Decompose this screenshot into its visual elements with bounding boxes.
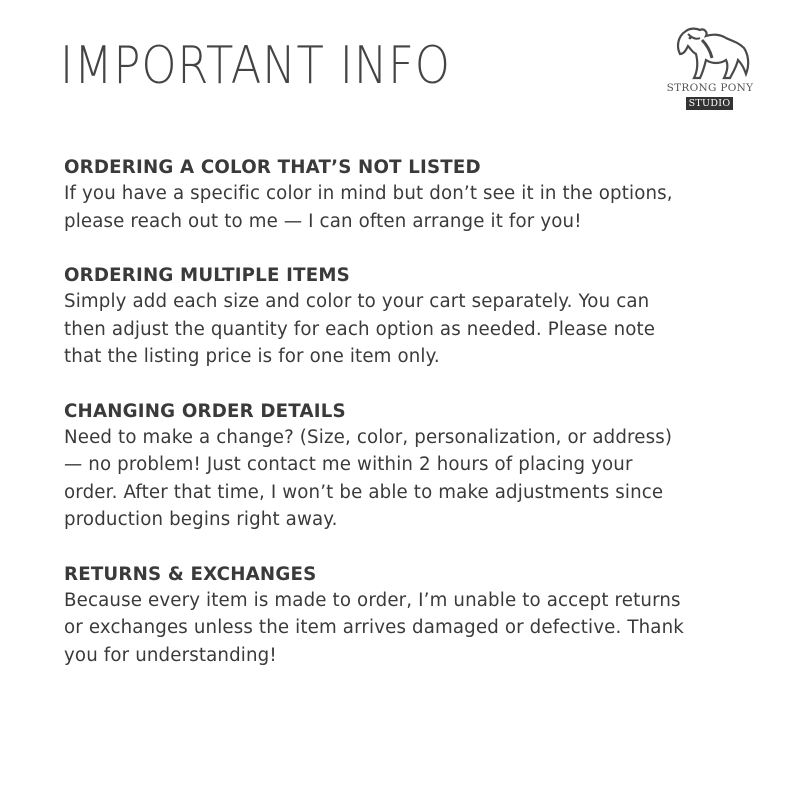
section-heading: RETURNS & EXCHANGES [64,563,317,585]
logo-text-studio: STUDIO [686,97,733,110]
section-body: Because every item is made to order, I’m unable to accept returns or exchanges unless the item arrives damaged or defective. Thank you for understanding! [64,589,684,666]
page-title: IMPORTANT INFO [60,36,451,96]
section-body: Need to make a change? (Size, color, personalization, or address) — no problem! Just contact me within 2 hours of placing your order. After that time, I won’t be able to make adjustments since production begins right away. [64,426,673,530]
brand-logo [660,24,760,114]
section-body: Simply add each size and color to your cart separately. You can then adjust the quantity for each option as needed. Please note that the listing price is for one item only. [64,291,656,367]
section-color-not-listed [64,155,744,235]
section-returns [64,562,744,670]
section-multiple-items [64,263,744,371]
section-heading: ORDERING MULTIPLE ITEMS [64,265,350,286]
horse-icon [666,24,754,80]
section-heading: CHANGING ORDER DETAILS [64,400,346,422]
section-changing-order [64,399,744,534]
section-body: If you have a specific color in mind but don’t see it in the options, please reach out to me — I can often arrange it for you! [64,183,673,232]
logo-text-strong-pony: STRONG PONY [666,82,754,94]
info-content [64,155,744,697]
section-heading: ORDERING A COLOR THAT’S NOT LISTED [64,157,481,178]
